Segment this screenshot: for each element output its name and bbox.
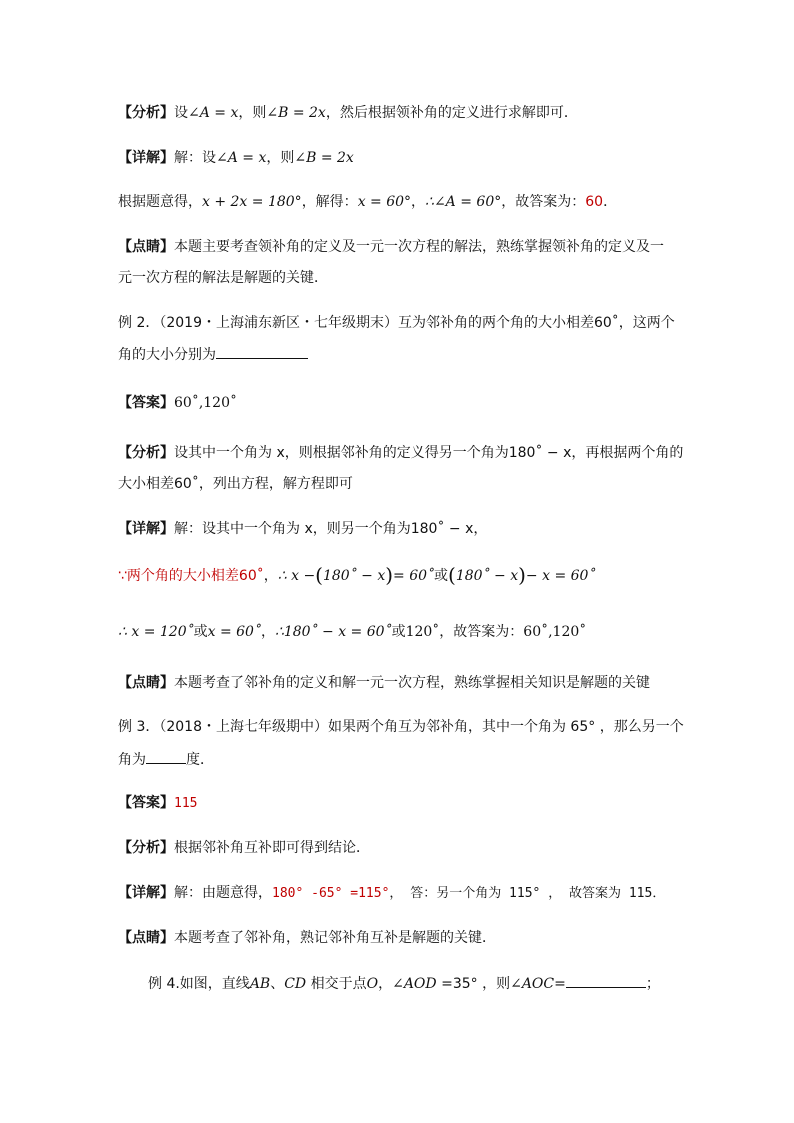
- formula: CD: [284, 976, 307, 992]
- calculation: 180° -65° =115°: [272, 886, 390, 901]
- answer-value: 60˚,120˚: [523, 624, 587, 640]
- text: 度．: [186, 752, 214, 768]
- text: 角的大小分别为: [118, 347, 216, 363]
- analysis-line-2: [118, 474, 353, 494]
- formula: x + 2x = 180°: [202, 194, 302, 210]
- text: 大小相差60˚，列出方程，解方程即可: [118, 476, 353, 492]
- solution-line: [118, 148, 354, 168]
- answer-blank: [146, 749, 186, 764]
- formula: x = 60°: [357, 194, 412, 210]
- comment-tag: 【点睛】: [118, 239, 174, 255]
- comment-line: [118, 673, 650, 693]
- comment-line-2: [118, 268, 328, 288]
- formula: ∠A = x: [216, 150, 267, 166]
- answer-tag: 【答案】: [118, 395, 174, 411]
- answer-line: [118, 793, 197, 814]
- text: 或: [193, 624, 208, 640]
- text: 本题主要考查领补角的定义及一元一次方程的解法，熟练掌握领补角的定义及一: [174, 239, 664, 255]
- formula: − x = 60˚: [525, 568, 596, 584]
- text: 本题考查了邻补角的定义和解一元一次方程，熟练掌握相关知识是解题的关键: [174, 675, 650, 691]
- solution-tag: 【详解】: [118, 885, 174, 901]
- text: 例 4.如图，直线: [148, 976, 250, 992]
- answer-value: 60˚,120˚: [174, 395, 237, 411]
- analysis-tag: 【分析】: [118, 105, 174, 121]
- solution-tag: 【详解】: [118, 150, 174, 166]
- formula: 180˚ − x: [455, 568, 519, 584]
- text: ，解得：: [301, 194, 358, 210]
- text: 设其中一个角为 x，则根据邻补角的定义得另一个角为180˚ − x，再根据两个角的: [174, 445, 684, 461]
- text: 例 3．（2018・上海七年级期中）如果两个角互为邻补角，其中一个角为 65° ，那么另一个: [118, 719, 684, 735]
- paren: ): [518, 563, 526, 587]
- formula: ∠AOD: [392, 976, 437, 992]
- text: 解：设: [174, 150, 216, 166]
- formula: AB: [249, 976, 271, 992]
- formula: 120˚: [405, 624, 440, 640]
- formula: ∠AOC: [510, 976, 555, 992]
- example-4-question: [148, 973, 660, 994]
- formula: ∴∠A = 60°: [425, 194, 502, 210]
- text: ；: [645, 976, 660, 992]
- text: 根据题意得，: [118, 194, 202, 210]
- solution-line: [118, 519, 487, 539]
- paren: (: [448, 563, 456, 587]
- text: ，则: [238, 105, 267, 121]
- paren: ): [385, 563, 394, 587]
- analysis-line: [118, 443, 683, 463]
- formula: O: [366, 976, 379, 992]
- answer-blank: [566, 973, 646, 988]
- analysis-line: [118, 838, 370, 858]
- text: 角为: [118, 752, 146, 768]
- answer-tag: 【答案】: [118, 795, 174, 811]
- text: 解：设其中一个角为 x，则另一个角为180˚ − x，: [174, 521, 488, 537]
- analysis-tag: 【分析】: [118, 445, 174, 461]
- analysis-line: [118, 103, 578, 123]
- solution-tag: 【详解】: [118, 521, 174, 537]
- formula: x = 60˚: [207, 624, 261, 640]
- formula: ∴ x = 120˚: [118, 624, 194, 640]
- paren: (: [315, 563, 323, 587]
- comment-line: [118, 928, 496, 948]
- text: ，故答案为：: [501, 194, 586, 210]
- text: 相交于点: [306, 976, 367, 992]
- answer-line: [118, 393, 237, 413]
- solution-line: [118, 883, 665, 904]
- formula: ∠B = 2x: [266, 105, 326, 121]
- text: ，故答案为：: [439, 624, 524, 640]
- answer-blank: [216, 344, 308, 359]
- example-3-question-line-2: [118, 749, 214, 770]
- formula: = 60˚: [393, 568, 435, 584]
- text: 解：由题意得，: [174, 885, 272, 901]
- text: 、: [270, 976, 285, 992]
- comment-tag: 【点睛】: [118, 675, 174, 691]
- text: ，: [411, 194, 426, 210]
- text: =35° ，则: [436, 976, 511, 992]
- text: ，: [263, 568, 278, 584]
- because-line: [118, 565, 595, 586]
- text: 或: [391, 624, 406, 640]
- text: 或: [434, 568, 449, 584]
- therefore-line: [118, 622, 586, 642]
- text: 设: [174, 105, 188, 121]
- answer-value: 115: [174, 796, 198, 811]
- text: 元一次方程的解法是解题的关键．: [118, 270, 328, 286]
- example-2-question-line-2: [118, 344, 308, 365]
- formula: ∠B = 2x: [294, 150, 354, 166]
- text: ，然后根据领补角的定义进行求解即可．: [325, 105, 578, 121]
- formula: 180˚ − x: [322, 568, 386, 584]
- text: =: [554, 976, 566, 992]
- text: 本题考查了邻补角，熟记邻补角互补是解题的关键．: [174, 930, 496, 946]
- formula: ∴180˚ − x = 60˚: [274, 624, 392, 640]
- highlighted-condition: ∵两个角的大小相差60˚: [118, 568, 264, 584]
- solution-step-line: [118, 192, 617, 212]
- text: ，则: [266, 150, 295, 166]
- text: ，: [378, 976, 393, 992]
- comment-tag: 【点睛】: [118, 930, 174, 946]
- text: 例 2．（2019・上海浦东新区・七年级期末）互为邻补角的两个角的大小相差60˚，这两个: [118, 315, 675, 331]
- text: 根据邻补角互补即可得到结论．: [174, 840, 370, 856]
- answer-value: 60: [585, 194, 604, 210]
- formula: ∴ x −: [277, 568, 316, 584]
- analysis-tag: 【分析】: [118, 840, 174, 856]
- comment-line: [118, 237, 664, 257]
- formula: ∠A = x: [188, 105, 239, 121]
- text: ， 答：另一个角为 115° ， 故答案为 115．: [389, 886, 666, 901]
- example-2-question: [118, 313, 675, 333]
- text: ．: [603, 194, 618, 210]
- example-3-question: [118, 717, 684, 737]
- text: ，: [260, 624, 275, 640]
